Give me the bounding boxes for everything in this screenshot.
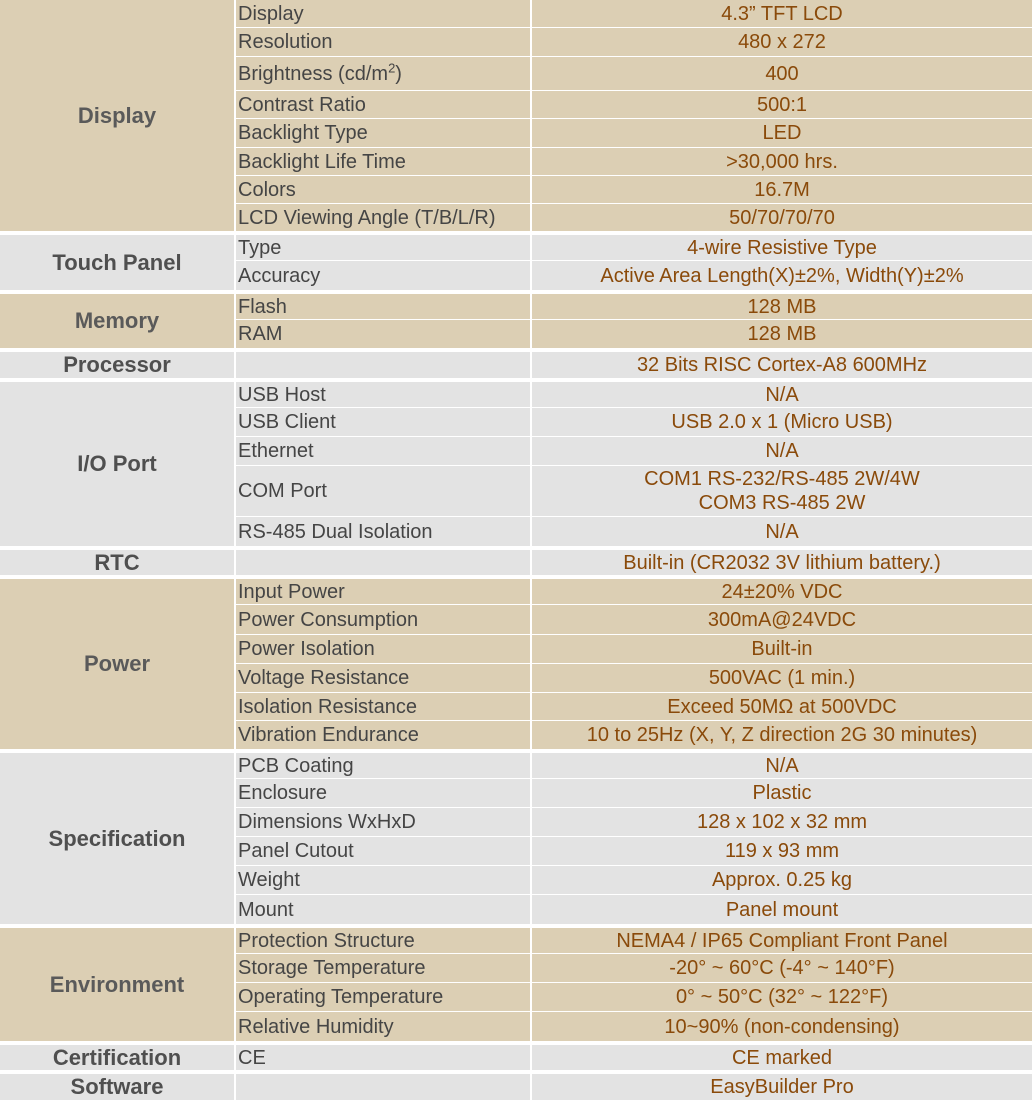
spec-item-cell: USB Client <box>236 408 532 437</box>
spec-item-cell: Panel Cutout <box>236 837 532 866</box>
spec-value-cell: -20° ~ 60°C (-4° ~ 140°F) <box>532 954 1032 983</box>
spec-value-cell: N/A <box>532 379 1032 408</box>
spec-value-cell: 480 x 272 <box>532 28 1032 57</box>
category-cell: Power <box>0 576 236 750</box>
spec-item-cell <box>236 57 532 91</box>
spec-item-cell: PCB Coating <box>236 750 532 779</box>
spec-value-cell: 4.3” TFT LCD <box>532 0 1032 28</box>
spec-item-cell: Ethernet <box>236 437 532 466</box>
spec-item-cell: USB Host <box>236 379 532 408</box>
category-cell: Certification <box>0 1042 236 1071</box>
spec-item-cell: Enclosure <box>236 779 532 808</box>
category-cell: Specification <box>0 750 236 925</box>
spec-value-cell: 128 MB <box>532 291 1032 320</box>
spec-value-cell: Active Area Length(X)±2%, Width(Y)±2% <box>532 261 1032 291</box>
category-cell: Display <box>0 0 236 232</box>
table-row <box>0 1042 1032 1071</box>
table-row <box>0 547 1032 576</box>
spec-value-cell: 128 x 102 x 32 mm <box>532 808 1032 837</box>
spec-value-cell: 24±20% VDC <box>532 576 1032 605</box>
spec-value-cell: 400 <box>532 57 1032 91</box>
spec-value-cell: NEMA4 / IP65 Compliant Front Panel <box>532 925 1032 954</box>
spec-item-cell <box>236 349 532 379</box>
spec-item-cell: Resolution <box>236 28 532 57</box>
spec-value-cell: Exceed 50MΩ at 500VDC <box>532 693 1032 721</box>
spec-item-cell: Accuracy <box>236 261 532 291</box>
spec-value-cell: Plastic <box>532 779 1032 808</box>
spec-item-cell: Weight <box>236 866 532 895</box>
spec-item-cell: Voltage Resistance <box>236 664 532 693</box>
spec-item-cell <box>236 1071 532 1101</box>
spec-value-cell: 32 Bits RISC Cortex-A8 600MHz <box>532 349 1032 379</box>
spec-item-cell: CE <box>236 1042 532 1071</box>
spec-item-cell: Power Isolation <box>236 635 532 664</box>
table-row <box>0 0 1032 28</box>
spec-value-cell: 119 x 93 mm <box>532 837 1032 866</box>
spec-item-cell: Display <box>236 0 532 28</box>
table-row <box>0 750 1032 779</box>
spec-value-cell: Built-in (CR2032 3V lithium battery.) <box>532 547 1032 576</box>
spec-value-cell: 300mA@24VDC <box>532 605 1032 635</box>
category-cell: Environment <box>0 925 236 1042</box>
spec-value-cell <box>532 466 1032 517</box>
category-cell: I/O Port <box>0 379 236 547</box>
category-cell: Memory <box>0 291 236 349</box>
spec-item-cell: Flash <box>236 291 532 320</box>
category-cell: RTC <box>0 547 236 576</box>
spec-value-cell: 500VAC (1 min.) <box>532 664 1032 693</box>
spec-value-cell: 0° ~ 50°C (32° ~ 122°F) <box>532 983 1032 1012</box>
spec-value-cell: 10~90% (non-condensing) <box>532 1012 1032 1042</box>
spec-item-cell: Backlight Life Time <box>236 148 532 176</box>
spec-value-cell: 16.7M <box>532 176 1032 204</box>
spec-value-cell: N/A <box>532 437 1032 466</box>
spec-item-cell: RAM <box>236 320 532 349</box>
spec-item-suffix: ) <box>395 62 402 85</box>
spec-item-cell: Protection Structure <box>236 925 532 954</box>
spec-value-cell: 50/70/70/70 <box>532 204 1032 232</box>
table-row <box>0 576 1032 605</box>
category-cell: Processor <box>0 349 236 379</box>
spec-item-cell: Power Consumption <box>236 605 532 635</box>
spec-item-cell: Dimensions WxHxD <box>236 808 532 837</box>
spec-value-cell: Panel mount <box>532 895 1032 925</box>
spec-item-cell: Vibration Endurance <box>236 721 532 750</box>
category-cell: Software <box>0 1071 236 1101</box>
table-row <box>0 379 1032 408</box>
spec-value-cell: 10 to 25Hz (X, Y, Z direction 2G 30 minutes) <box>532 721 1032 750</box>
spec-value-cell: 4-wire Resistive Type <box>532 232 1032 261</box>
spec-item-cell: Relative Humidity <box>236 1012 532 1042</box>
spec-value-cell: Approx. 0.25 kg <box>532 866 1032 895</box>
spec-item-cell: Type <box>236 232 532 261</box>
spec-value-cell: Built-in <box>532 635 1032 664</box>
spec-value-line: COM3 RS-485 2W <box>698 492 866 514</box>
spec-item-cell: LCD Viewing Angle (T/B/L/R) <box>236 204 532 232</box>
spec-item-cell: COM Port <box>236 466 532 517</box>
table-row <box>0 349 1032 379</box>
spec-item-cell: Input Power <box>236 576 532 605</box>
spec-value-cell: >30,000 hrs. <box>532 148 1032 176</box>
spec-value-cell: N/A <box>532 750 1032 779</box>
table-row <box>0 232 1032 261</box>
spec-value-cell: CE marked <box>532 1042 1032 1071</box>
spec-value-cell: 500:1 <box>532 91 1032 119</box>
spec-item-cell: RS-485 Dual Isolation <box>236 517 532 547</box>
spec-item-cell: Backlight Type <box>236 119 532 148</box>
spec-value-cell: LED <box>532 119 1032 148</box>
spec-item-cell: Colors <box>236 176 532 204</box>
spec-item-cell: Operating Temperature <box>236 983 532 1012</box>
spec-item-superscript: 2 <box>388 59 396 75</box>
spec-item-label: Brightness (cd/m <box>238 62 389 85</box>
spec-item-cell: Storage Temperature <box>236 954 532 983</box>
spec-value-cell: USB 2.0 x 1 (Micro USB) <box>532 408 1032 437</box>
table-row <box>0 1071 1032 1101</box>
spec-item-cell <box>236 547 532 576</box>
spec-value-cell: EasyBuilder Pro <box>532 1071 1032 1101</box>
spec-value-cell: 128 MB <box>532 320 1032 349</box>
category-cell: Touch Panel <box>0 232 236 291</box>
table-row <box>0 291 1032 320</box>
spec-item-cell: Contrast Ratio <box>236 91 532 119</box>
spec-item-cell: Isolation Resistance <box>236 693 532 721</box>
spec-value-cell: N/A <box>532 517 1032 547</box>
spec-item-cell: Mount <box>236 895 532 925</box>
table-row <box>0 925 1032 954</box>
spec-value-line: COM1 RS-232/RS-485 2W/4W <box>644 468 920 490</box>
